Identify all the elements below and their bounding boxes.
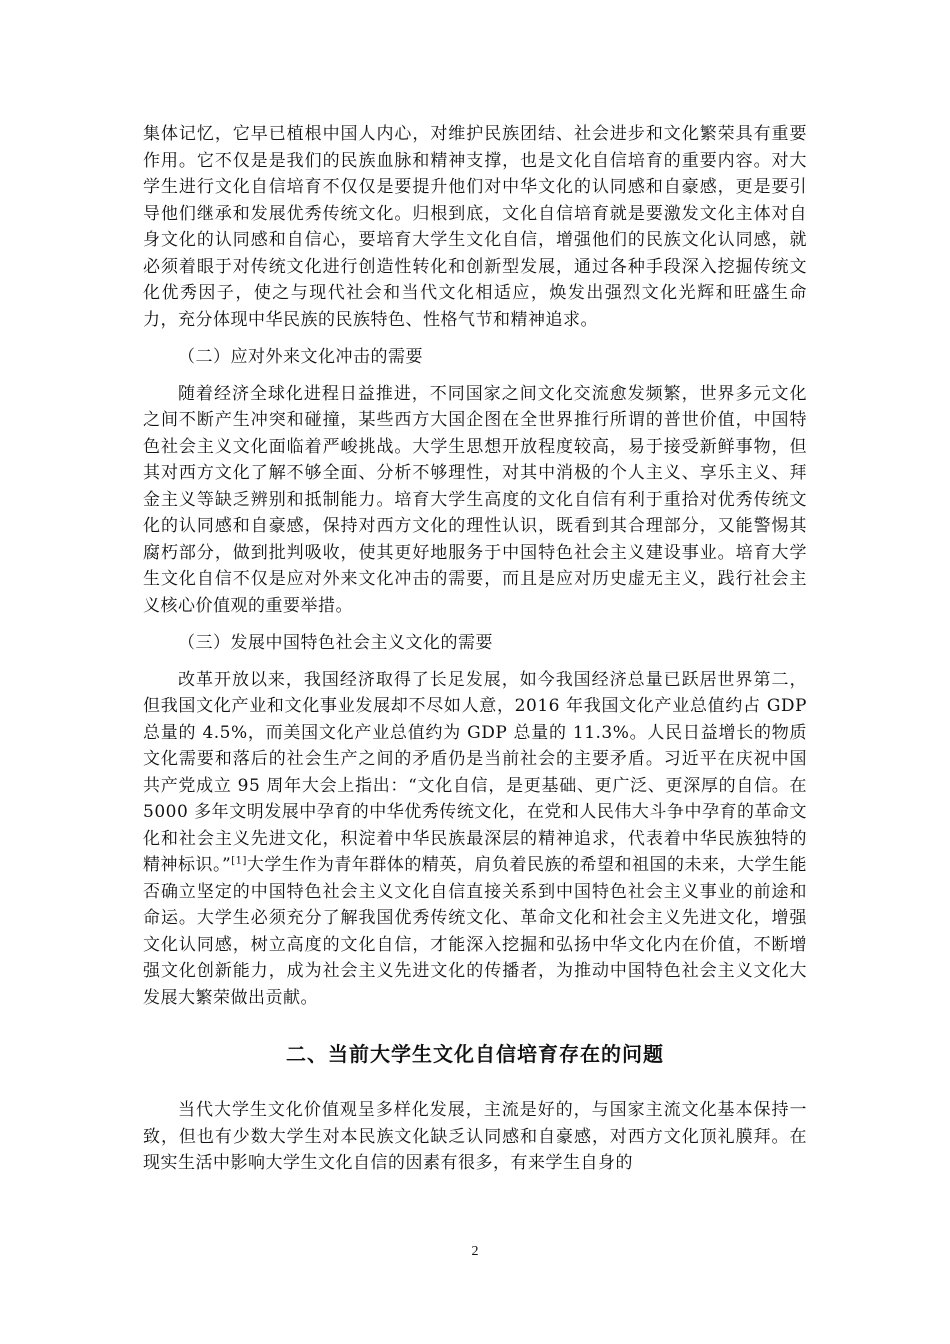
page-number: 2	[471, 1244, 479, 1259]
body-paragraph: 集体记忆，它早已植根中国人内心，对维护民族团结、社会进步和文化繁荣具有重要作用。它不仅是是我们的民族血脉和精神支撑，也是文化自信培育的重要内容。对大学生进行文化自信培育不仅仅是要提升他们对中华文化的认同感和自豪感，更是要引导他们继承和发展优秀传统文化。归根到底，文化自信培育就是要激发文化主体对自身文化的认同感和自信心，要培育大学生文化自信，增强他们的民族文化认同感，就必须着眼于对传统文化进行创造性转化和创新型发展，通过各种手段深入挖掘传统文化优秀因子，使之与现代社会和当代文化相适应，焕发出强烈文化光辉和旺盛生命力，充分体现中华民族的民族特色、性格气节和精神追求。	[143, 124, 807, 330]
citation-reference[interactable]: [1]	[231, 855, 247, 867]
section-heading: 二、当前大学生文化自信培育存在的问题	[286, 1042, 664, 1066]
paragraph-text: 大学生作为青年群体的精英，肩负着民族的希望和祖国的未来，大学生能否确立坚定的中国特色社会主义文化自信直接关系到中国特色社会主义事业的前途和命运。大学生必须充分了解我国优秀传统文化、革命文化和社会主义先进文化，增强文化认同感，树立高度的文化自信，才能深入挖掘和弘扬中华文化内在价值，不断增强文化创新能力，成为社会主义先进文化的传播者，为推动中国特色社会主义文化大发展大繁荣做出贡献。	[143, 855, 807, 1008]
document-body	[143, 121, 807, 1177]
body-paragraph	[143, 667, 807, 1012]
body-paragraph: 当代大学生文化价值观呈多样化发展，主流是好的，与国家主流文化基本保持一致，但也有少数大学生对本民族文化缺乏认同感和自豪感，对西方文化顶礼膜拜。在现实生活中影响大学生文化自信的因素有很多，有来学生自身的	[143, 1100, 807, 1173]
body-paragraph: 随着经济全球化进程日益推进，不同国家之间文化交流愈发频繁，世界多元文化之间不断产生冲突和碰撞，某些西方大国企图在全世界推行所谓的普世价值，中国特色社会主义文化面临着严峻挑战。大学生思想开放程度较高，易于接受新鲜事物，但其对西方文化了解不够全面、分析不够理性，对其中消极的个人主义、享乐主义、拜金主义等缺乏辨别和抵制能力。培育大学生高度的文化自信有利于重拾对优秀传统文化的认同感和自豪感，保持对西方文化的理性认识，既看到其合理部分，又能警惕其腐朽部分，做到批判吸收，使其更好地服务于中国特色社会主义建设事业。培育大学生文化自信不仅是应对外来文化冲击的需要，而且是应对历史虚无主义，践行社会主义核心价值观的重要举措。	[143, 383, 807, 616]
subsection-heading: （三）发展中国特色社会主义文化的需要	[178, 633, 493, 653]
subsection-heading: （二）应对外来文化冲击的需要	[178, 347, 423, 367]
paragraph-text: 改革开放以来，我国经济取得了长足发展，如今我国经济总量已跃居世界第二，但我国文化产业和文化事业发展却不尽如人意，2016 年我国文化产业总值约占 GDP 总量的 4.5%，而美国文化产业总值约为 GDP 总量的 11.3%。人民日益增长的物质文化需要和落后的社会生产之间的矛盾仍是当前社会的主要矛盾。习近平在庆祝中国共产党成立 95 周年大会上指出：“文化自信，是更基础、更广泛、更深厚的自信。在 5000 多年文明发展中孕育的中华优秀传统文化，在党和人民伟大斗争中孕育的革命文化和社会主义先进文化，积淀着中华民族最深层的精神追求，代表着中华民族独特的精神标识。”	[143, 669, 807, 875]
